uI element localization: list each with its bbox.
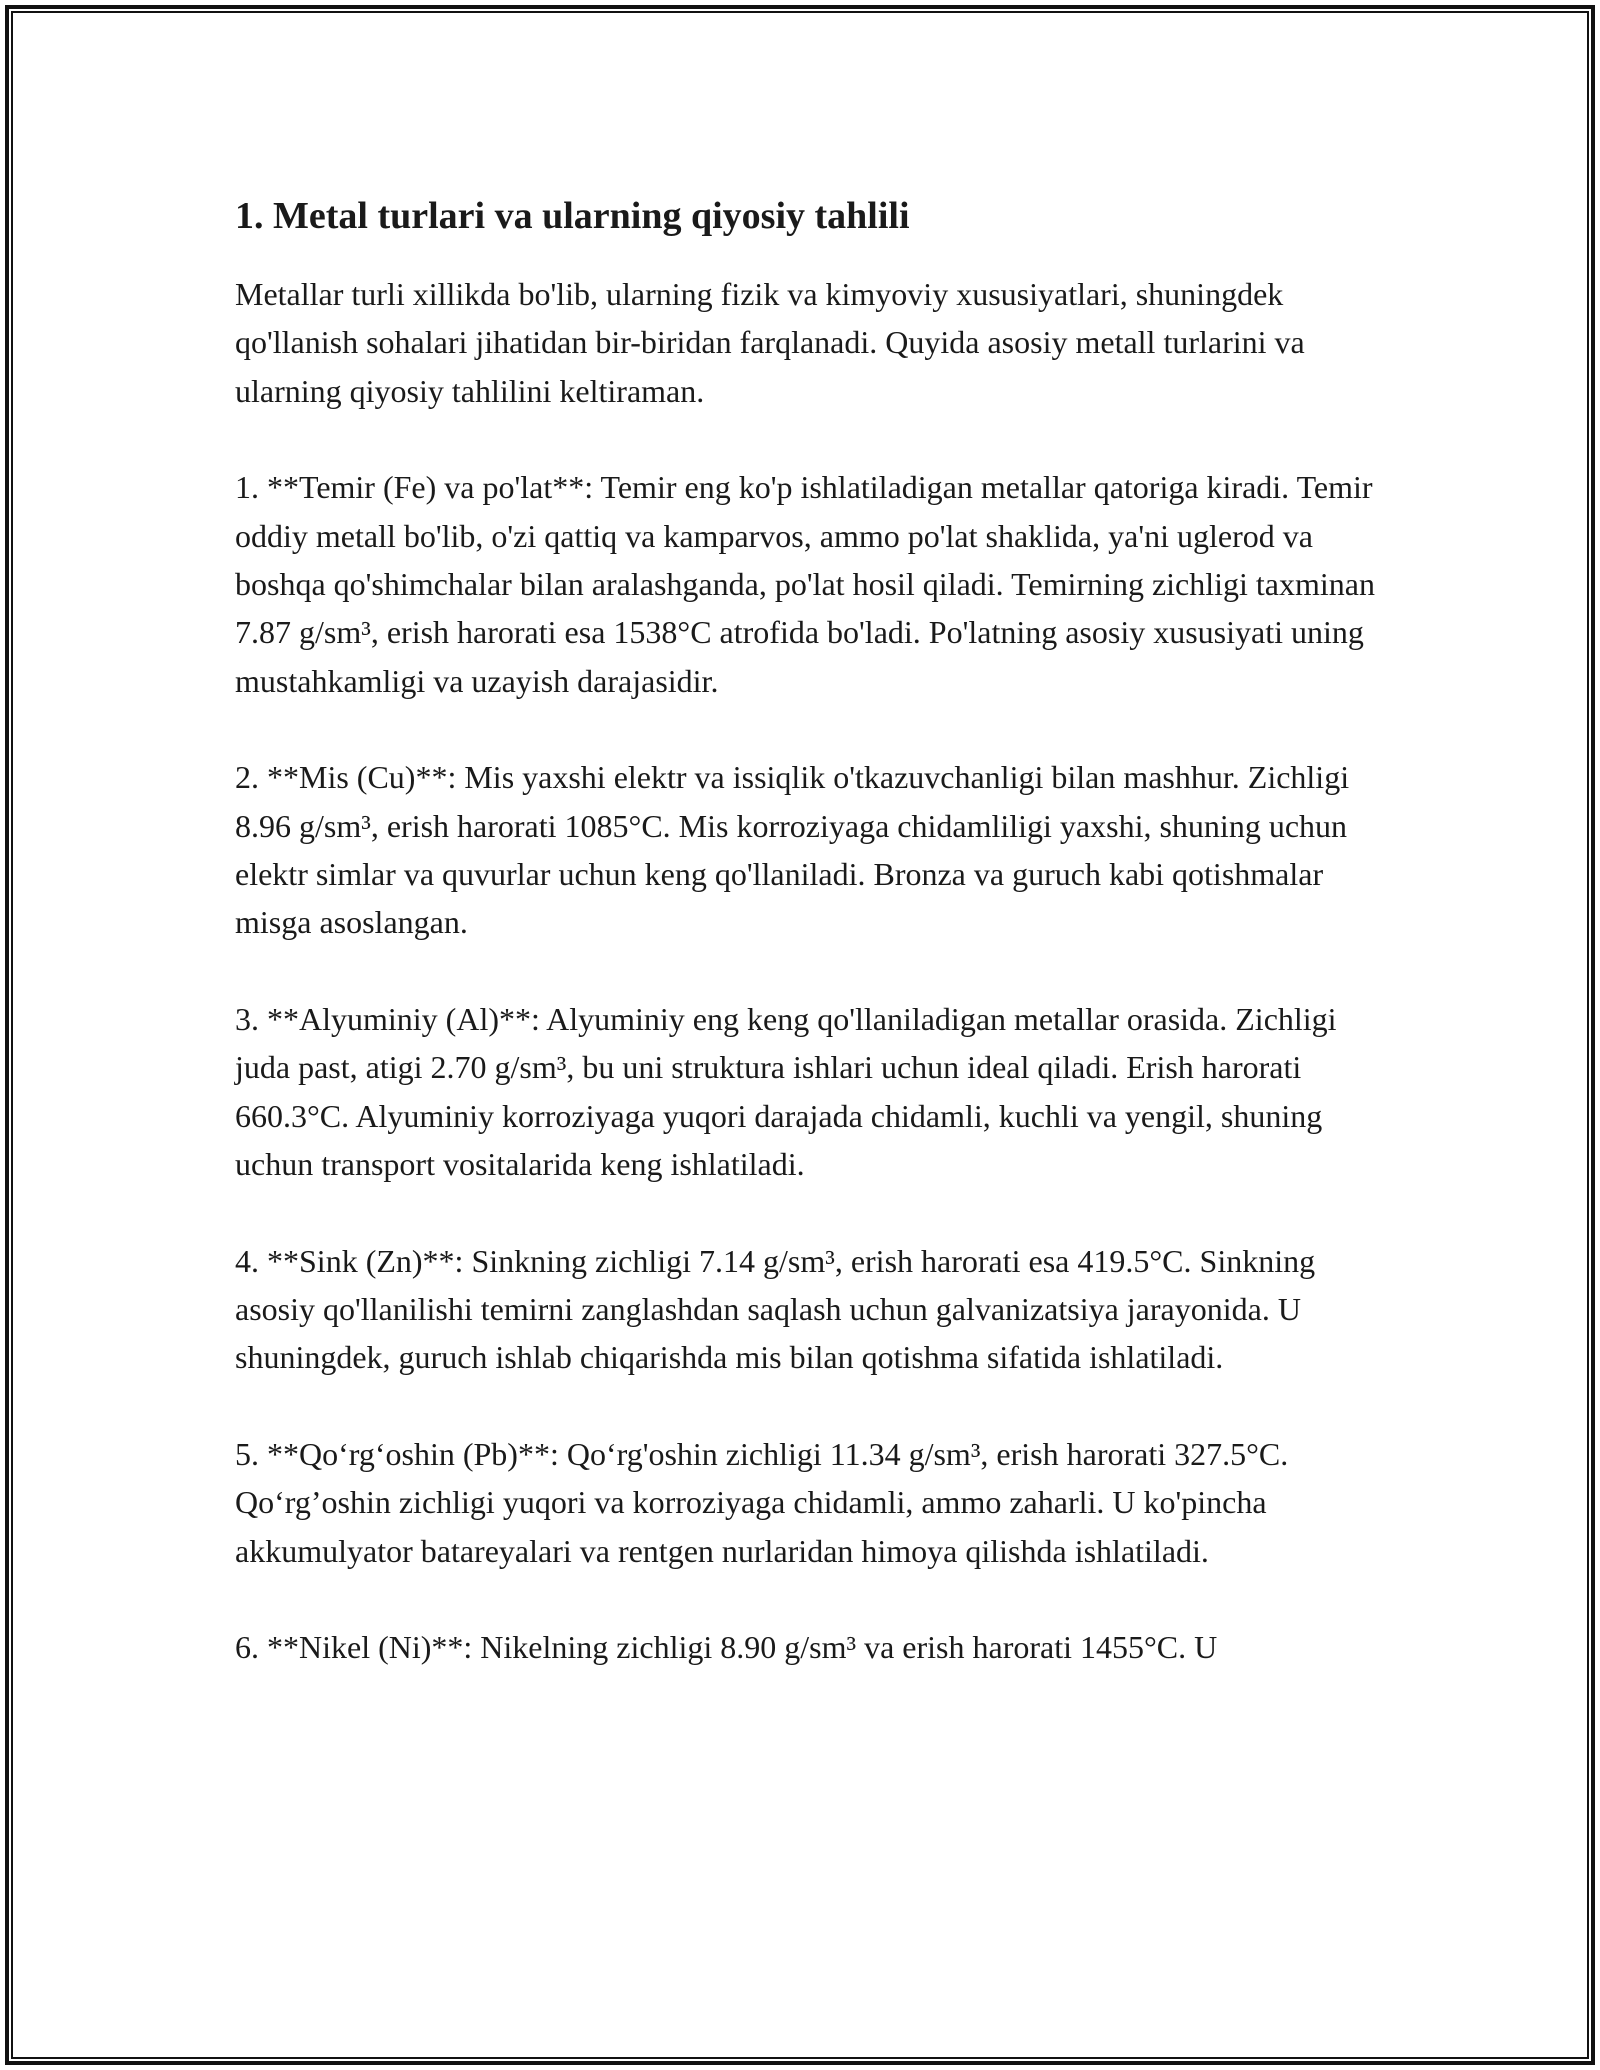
- intro-paragraph: Metallar turli xillikda bo'lib, ularning fizik va kimyoviy xususiyatlari, shuningdek qo'llanish sohalari jihatidan bir-biridan farqlanadi. Quyida asosiy metall turlarini va ularning qiyosiy tahlilini keltiraman.: [235, 276, 1305, 409]
- paragraph-aluminium: 3. **Alyuminiy (Al)**: Alyuminiy eng keng qo'llaniladigan metallar orasida. Zichligi juda past, atigi 2.70 g/sm³, bu uni struktura ishlari uchun ideal qiladi. Erish harorati 660.3°C. Alyuminiy korroziyaga yuqori darajada chidamli, kuchli va yengil, shuning uchun transport vositalarida keng ishlatiladi.: [235, 1000, 1337, 1183]
- document-body: [235, 188, 1395, 1719]
- paragraph-nickel: 6. **Nikel (Ni)**: Nikelning zichligi 8.90 g/sm³ va erish harorati 1455°C. U: [235, 1628, 1218, 1665]
- paragraph-iron: 1. **Temir (Fe) va po'lat**: Temir eng ko'p ishlatiladigan metallar qatoriga kiradi. Temir oddiy metall bo'lib, o'zi qattiq va kamparvos, ammo po'lat shaklida, ya'ni uglerod va boshqa qo'shimchalar bilan aralashganda, po'lat hosil qiladi. Temirning zichligi taxminan 7.87 g/sm³, erish harorati esa 1538°C atrofida bo'ladi. Po'latning asosiy xususiyati uning mustahkamligi va uzayish darajasidir.: [235, 469, 1375, 699]
- paragraph-zinc: 4. **Sink (Zn)**: Sinkning zichligi 7.14 g/sm³, erish harorati esa 419.5°C. Sinkning asosiy qo'llanilishi temirni zanglashdan saqlash uchun galvanizatsiya jarayonida. U shuningdek, guruch ishlab chiqarishda mis bilan qotishma sifatida ishlatiladi.: [235, 1242, 1316, 1376]
- paragraph-lead: 5. **Qo‘rg‘oshin (Pb)**: Qo‘rg'oshin zichligi 11.34 g/sm³, erish harorati 327.5°C. Qo‘rg’oshin zichligi yuqori va korroziyaga chidamli, ammo zaharli. U ko'pincha akkumulyator batareyalari va rentgen nurlaridan himoya qilishda ishlatiladi.: [235, 1435, 1289, 1569]
- paragraph-copper: 2. **Mis (Cu)**: Mis yaxshi elektr va issiqlik o'tkazuvchanligi bilan mashhur. Zichligi 8.96 g/sm³, erish harorati 1085°C. Mis korroziyaga chidamliligi yaxshi, shuning uchun elektr simlar va quvurlar uchun keng qo'llaniladi. Bronza va guruch kabi qotishmalar misga asoslangan.: [235, 759, 1350, 941]
- document-title: 1. Metal turlari va ularning qiyosiy tahlili: [235, 195, 910, 237]
